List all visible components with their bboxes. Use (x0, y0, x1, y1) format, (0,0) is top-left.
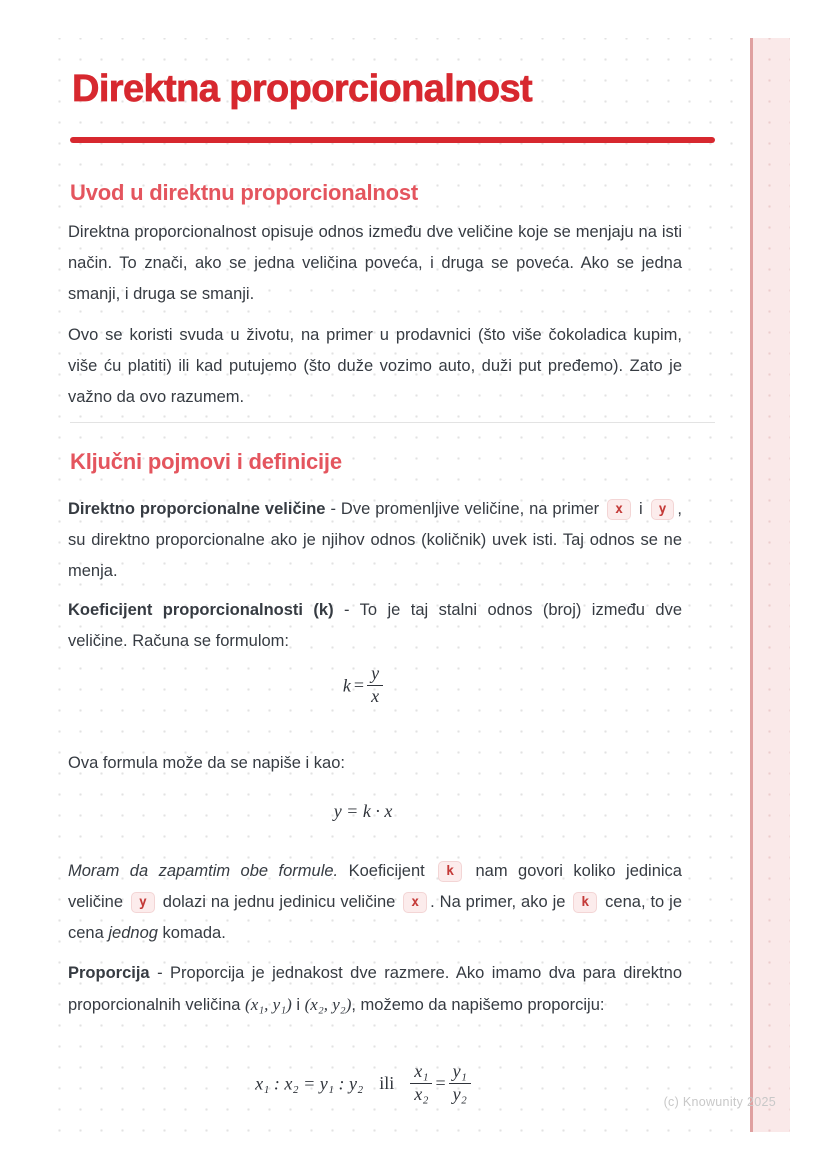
note-text-4: . Na primer, ako je (430, 893, 566, 911)
note-italic-1: Moram da zapamtim obe formule. (68, 862, 339, 880)
math-equals: = (435, 1073, 446, 1094)
note-text-3: dolazi na jednu jedinicu veličine (162, 893, 396, 911)
note-text-5: cena, to je cena (68, 893, 683, 942)
paragraph-alt-formula: Ova formula može da se napiše i kao: (68, 754, 345, 772)
section-divider (70, 422, 715, 423)
inline-code-x: x (607, 499, 631, 520)
math-pair-2: (x₂, y₂) (304, 995, 352, 1014)
term-direct-proportional: Direktno proporcionalne veličine (68, 500, 326, 518)
fraction-y-over-x (367, 664, 383, 707)
inline-code-x: x (403, 892, 427, 913)
fraction-denominator: x₂ (414, 1083, 429, 1104)
math-or-word: ili (379, 1073, 395, 1094)
definition-proportion (68, 958, 682, 1021)
formula-y-equals-kx: y = k · x (333, 801, 393, 821)
math-pair-1: (x₁, y₁) (245, 995, 292, 1014)
notes-page (40, 38, 790, 1132)
definition-coefficient (68, 595, 682, 657)
paragraph-intro-2: Ovo se koristi svuda u životu, na primer u prodavnici (što više čokoladica kupim, više ću platiti) ili kad putujemo (što duže vozimo auto, duži put pređemo). Zato je važno da ovo razumem. (68, 326, 682, 406)
dash: - (157, 964, 163, 982)
fraction-x1-over-x2 (410, 1062, 432, 1105)
note-text-2: nam govori koliko jedinica veličine (68, 862, 682, 911)
inline-code-y: y (651, 499, 675, 520)
dash: - (330, 500, 336, 518)
math-equals: = (353, 675, 365, 696)
fraction-denominator: y₂ (452, 1083, 467, 1104)
section-heading-intro: Uvod u direktnu proporcionalnost (70, 180, 419, 205)
def3-text-3: , možemo da napišemo proporciju: (351, 996, 605, 1014)
inline-code-k: k (438, 861, 462, 882)
math-ratio: x₁ : x₂ = y₁ : y₂ (255, 1073, 364, 1094)
def1-text-2: i (638, 500, 643, 518)
paragraph-intro-1: Direktna proporcionalnost opisuje odnos između dve veličine koje se menjaju na isti način. To znači, ako se jedna veličina poveća, i druga se poveća. Ako se jedna smanji, i druga se smanji. (68, 223, 682, 303)
note-text-6: komada. (162, 924, 226, 942)
note-italic-2: jednog (108, 924, 158, 942)
inline-code-y: y (131, 892, 155, 913)
dash: - (344, 601, 350, 619)
page-title: Direktna proporcionalnost (72, 68, 533, 110)
section-heading-terms: Ključni pojmovi i definicije (70, 449, 342, 474)
def1-text-1: Dve promenljive veličine, na primer (340, 500, 600, 518)
title-underline (70, 137, 715, 143)
inline-code-k: k (573, 892, 597, 913)
fraction-numerator: y₁ (449, 1062, 471, 1084)
fraction-numerator: x₁ (410, 1062, 432, 1084)
term-proportion: Proporcija (68, 964, 150, 982)
formula-k-equals-y-over-x (68, 663, 658, 707)
footer-copyright: (c) Knowunity 2025 (663, 1095, 776, 1109)
fraction-denominator: x (371, 685, 380, 706)
def1-text-3: , su direktno proporcionalne ako je njihov odnos (količnik) uvek isti. Taj odnos se ne menja. (68, 500, 683, 580)
math-var-k: k (342, 675, 351, 696)
def2-text-1: To je taj stalni odnos (broj) između dve veličine. Računa se formulom: (68, 601, 682, 650)
term-coefficient: Koeficijent proporcionalnosti (k) (68, 601, 334, 619)
note-paragraph (68, 856, 682, 949)
accent-stripe (750, 38, 790, 1132)
fraction-y1-over-y2 (449, 1062, 471, 1105)
def3-text-1: Proporcija je jednakost dve razmere. Ako imamo dva para direktno proporcionalnih veličina (68, 964, 682, 1014)
note-text-1: Koeficijent (348, 862, 425, 880)
fraction-numerator: y (367, 664, 383, 686)
formula-proportion (68, 1061, 658, 1105)
definition-direct-proportional (68, 494, 682, 587)
def3-text-2: i (296, 996, 301, 1014)
